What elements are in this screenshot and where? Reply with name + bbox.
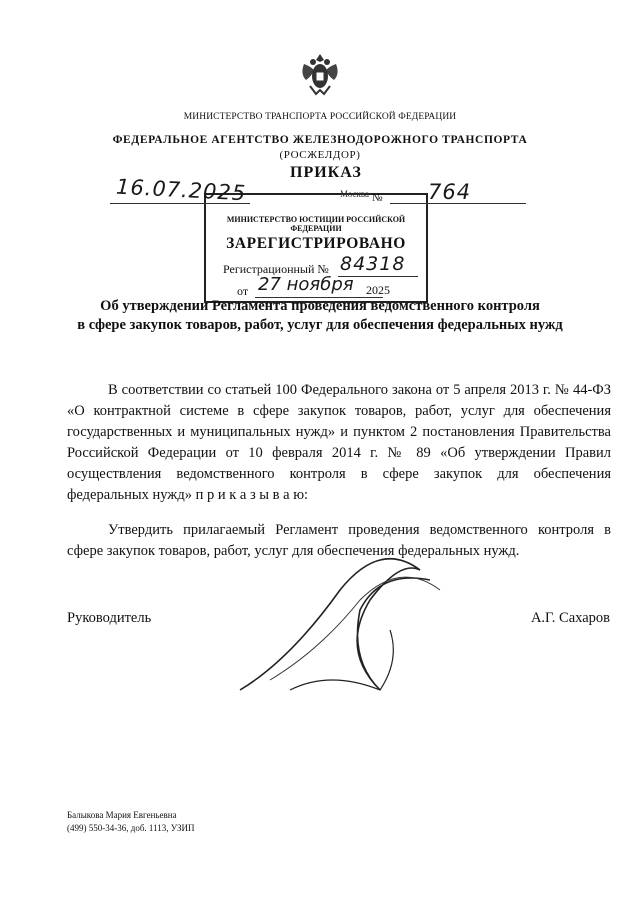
document-type: ПРИКАЗ: [290, 164, 362, 181]
agency-name: ФЕДЕРАЛЬНОЕ АГЕНТСТВО ЖЕЛЕЗНОДОРОЖНОГО ТРАНСПОРТА: [112, 134, 528, 146]
number-underline: [390, 203, 526, 204]
stamp-year: 2025: [366, 283, 390, 297]
stamp-reg-label: Регистрационный №: [223, 262, 329, 276]
preamble-paragraph: В соответствии со статьей 100 Федерального закона от 5 апреля 2013 г. № 44-ФЗ «О контрактной системе в сфере закупок товаров, работ, услуг для обеспечения государственных и муниципальных нужд» и пунктом 2 постановления Правительства Российской Федерации от 10 февраля 2014 г. № 89 «Об утверждении Правил осуществления ведомственного контроля в сфере закупок для обеспечения федеральных нужд» п р и к а з ы в а ю:: [67, 382, 611, 503]
stamp-org: МИНИСТЕРСТВО ЮСТИЦИИ РОССИЙСКОЙ ФЕДЕРАЦИИ: [226, 215, 406, 233]
handwritten-signature: [230, 540, 450, 700]
agency-short-name: (РОСЖЕЛДОР): [279, 149, 361, 161]
document-title-line1: Об утверждении Регламента проведения ведомственного контроля: [100, 298, 540, 314]
stamp-reg-number: 84318: [340, 253, 406, 275]
number-sign: №: [372, 192, 383, 204]
decree-paragraph: Утвердить прилагаемый Регламент проведения ведомственного контроля в сфере закупок товаров, работ, услуг для обеспечения федеральных нужд.: [67, 522, 611, 559]
document-city: Москва: [340, 189, 369, 199]
ministry-name: МИНИСТЕРСТВО ТРАНСПОРТА РОССИЙСКОЙ ФЕДЕРАЦИИ: [183, 112, 457, 122]
document-date: 16.07.2025: [115, 174, 247, 206]
document-number: 764: [428, 180, 472, 204]
stamp-status: ЗАРЕГИСТРИРОВАНО: [226, 235, 406, 252]
signatory-position: Руководитель: [67, 610, 152, 626]
stamp-date-prefix: от: [237, 284, 249, 298]
executor-phone: (499) 550-34-36, доб. 1113, УЗИП: [67, 823, 195, 833]
signatory-name: А.Г. Сахаров: [530, 610, 610, 626]
document-title-line2: в сфере закупок товаров, работ, услуг для обеспечения федеральных нужд: [77, 317, 563, 333]
coat-of-arms-icon: [296, 50, 344, 102]
date-underline: [110, 203, 250, 204]
executor-name: Балыкова Мария Евгеньевна: [67, 810, 177, 820]
stamp-date: 27 ноября: [258, 274, 354, 295]
